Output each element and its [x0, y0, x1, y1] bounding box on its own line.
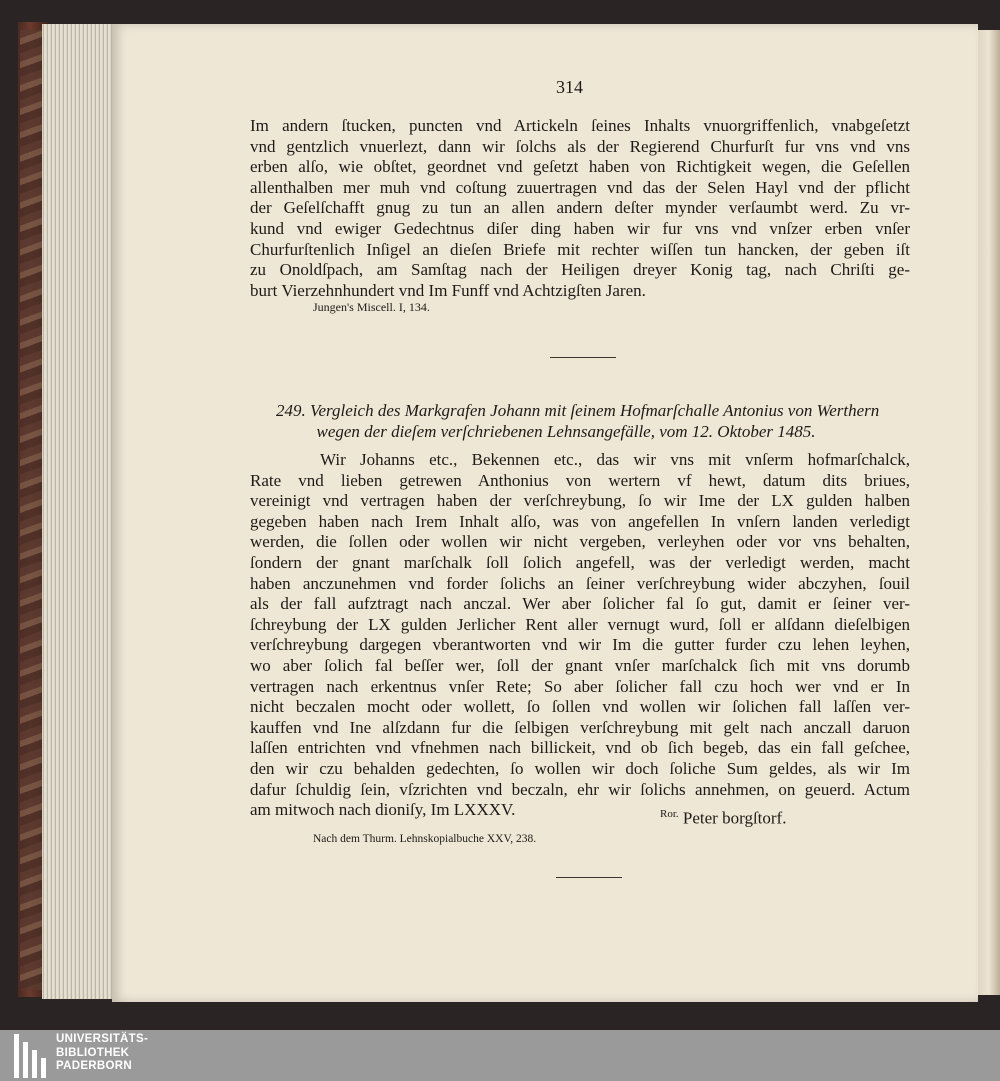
text-line: ſchreybung der LX gulden Jerlicher Rent aller vernugt wurd, ſoll er alſdann dieſelbigen	[250, 614, 910, 634]
library-logo-icon	[14, 1034, 48, 1078]
text-line: laſſen entrichten vnd vfnehmen nach billickeit, vnd ob ſich begeb, das ein fall geſchee,	[250, 738, 910, 758]
text-line: der Geſelſchafft gnug zu tun an allen andern deſter mynder verſaumbt werd. Zu vr-	[250, 198, 910, 218]
library-name-line: BIBLIOTHEK	[56, 1046, 130, 1059]
library-footer-bar	[0, 1030, 1000, 1081]
text-line: vnd gentzlich vnuerlezt, dann wir ſolchs als der Regierend Churfurſt fur vns vnd vns	[250, 136, 910, 156]
text-line: erben alſo, wie obſtet, geordnet vnd geſetzt haben von Richtigkeit wegen, die Geſellen	[250, 157, 910, 177]
library-name-line: UNIVERSITÄTS-	[56, 1033, 149, 1045]
heading-line-1: 249. Vergleich des Markgrafen Johann mit ſeinem Hofmarſchalle Antonius von Werthern	[276, 401, 880, 420]
text-line: als der fall aufztragt nach anczal. Wer aber ſolicher fal ſo gut, damit er ſeiner ver-	[250, 594, 910, 614]
text-line: Wir Johanns etc., Bekennen etc., das wir vns mit vnſerm hofmarſchalck,	[320, 450, 910, 469]
text-line: allenthalben mer muh vnd coſtung zuuertragen vnd das der Selen Hayl vnd der pflicht	[250, 177, 910, 197]
text-line: vertragen nach erkentnus vnſer Rete; So aber ſolicher fall czu hoch wer vnd er In	[250, 676, 910, 696]
signature-name: Peter borgſtorf.	[682, 808, 787, 828]
text-line: vereinigt vnd vertragen haben der verſchreybung, ſo wir Ime der LX gulden halben	[250, 491, 910, 511]
library-name-line: PADERBORN	[56, 1060, 132, 1072]
text-line: dafur ſchuldig ſein, vſzrichten vnd beczaln, ehr wir ſolichs annehmen, on geuerd. Actum	[250, 779, 910, 799]
source-citation-1: Jungen's Miscell. I, 134.	[313, 300, 430, 314]
text-line: Churfurſtenlich Inſigel an dieſen Briefe mit rechter wiſſen tun hancken, der geben iſt	[250, 239, 910, 259]
section-divider	[556, 877, 622, 878]
text-line: verſchreybung dargegen vberantworten vnd wir Im die gutter furder czu lehen leyhen,	[250, 635, 910, 655]
text-line: Rate vnd lieben getrewen Anthonius von wertern vf hewt, datum dits briues,	[250, 470, 910, 490]
text-line: burt Vierzehnhundert vnd Im Funff vnd Achtzigſten Jaren.	[250, 280, 646, 300]
paragraph-2	[250, 450, 910, 821]
signature-prefix: Ror.	[660, 808, 679, 820]
document-heading	[276, 400, 916, 442]
text-line: kauffen vnd Ine alſzdann fur die ſelbigen verſchreybung mit gelt nach anczall daruon	[250, 717, 910, 737]
heading-line-2: wegen der dieſem verſchriebenen Lehnsangefälle, vom 12. Oktober 1485.	[316, 422, 816, 441]
text-line: den wir czu behalden gedechten, ſo wollen wir doch ſoliche Sum geldes, als wir Im	[250, 758, 910, 778]
text-line: zu Onoldſpach, am Samſtag nach der Heiligen dreyer Konig tag, nach Chriſti ge-	[250, 260, 910, 280]
text-line: wo aber ſolich fal beſſer wer, ſoll der gnant vnſer marſchalck ſich mit vns dorumb	[250, 655, 910, 675]
library-name	[56, 1033, 148, 1074]
page-number: 314	[556, 77, 583, 97]
text-line: nicht beczalen mocht oder wollett, ſo ſollen vnd wollen wir ſolichen fall laſſen ver-	[250, 697, 910, 717]
marbled-cover	[20, 30, 44, 990]
text-line: haben anczunehmen vnd forder ſolichs an ſeiner verſchreybung wider abczyhen, ſouil	[250, 573, 910, 593]
text-line: Im andern ſtucken, puncten vnd Artickeln ſeines Inhalts vnuorgriffenlich, vnabgeſetzt	[250, 116, 910, 135]
signature	[660, 808, 786, 829]
source-citation-2: Nach dem Thurm. Lehnskopialbuche XXV, 238.	[313, 833, 537, 845]
text-line: kund vnd ewiger Gedechtnus diſer ding haben wir fur vns vnd vnſzer erben vnſer	[250, 218, 910, 238]
section-divider	[550, 357, 616, 358]
text-line: ſondern der gnant marſchalk ſoll ſolich angefell, was der verledigt werden, macht	[250, 552, 910, 572]
text-line: am mitwoch nach dioniſy, Im LXXXV.	[250, 800, 516, 820]
paragraph-1	[250, 116, 910, 301]
text-line: werden, die ſollen oder wollen wir nicht vergeben, verleyhen oder vor vns behalten,	[250, 532, 910, 552]
page-edges	[42, 24, 122, 999]
text-line: gegeben haben nach Irem Inhalt alſo, was von angefellen In vnſern landen verledigt	[250, 511, 910, 531]
